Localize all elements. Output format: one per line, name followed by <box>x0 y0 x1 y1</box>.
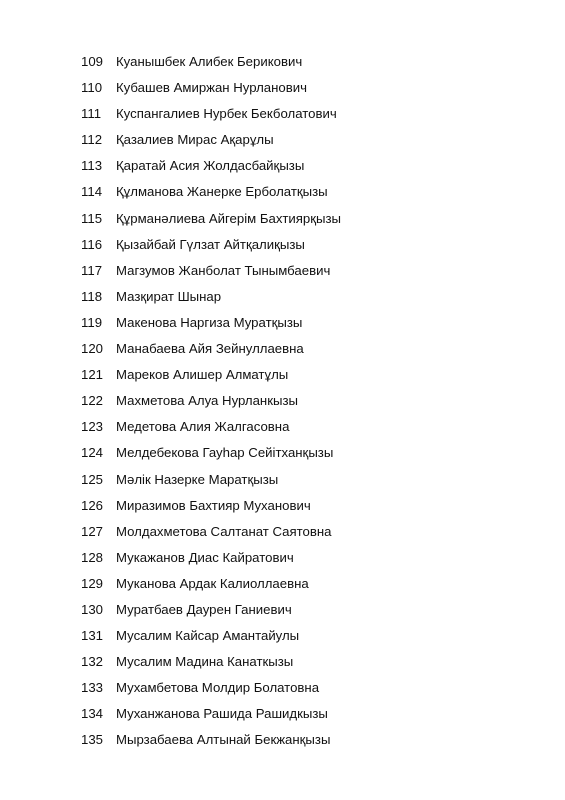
entry-number: 109 <box>81 54 104 69</box>
entry-full-name: Мусалим Кайсар Амантайулы <box>116 628 300 644</box>
list-item <box>0 597 565 623</box>
entry-full-name: Манабаева Айя Зейнуллаевна <box>116 341 304 357</box>
list-item <box>0 493 565 519</box>
list-item <box>0 545 565 571</box>
entry-full-name: Құлманова Жанерке Ерболатқызы <box>116 184 328 200</box>
list-item <box>0 232 565 258</box>
list-item <box>0 623 565 649</box>
list-item <box>0 258 565 284</box>
list-item <box>0 519 565 545</box>
entry-full-name: Муханжанова Рашида Рашидкызы <box>116 706 328 722</box>
entry-number: 114 <box>81 184 103 200</box>
entry-number: 120 <box>81 341 104 357</box>
entry-number: 117 <box>81 262 103 278</box>
entry-number: 116 <box>81 236 103 252</box>
entry-number: 122 <box>81 393 104 409</box>
entry-full-name: Медетова Алия Жалгасовна <box>116 419 290 435</box>
list-item <box>0 179 565 205</box>
entry-number: 110 <box>81 80 103 96</box>
entry-number: 125 <box>81 471 104 487</box>
entry-full-name: Мусалим Мадина Канаткызы <box>116 654 294 670</box>
entry-full-name: Магзумов Жанболат Тынымбаевич <box>116 262 331 278</box>
list-item <box>0 49 565 75</box>
entry-full-name: Құрманәлиева Айгерім Бахтиярқызы <box>116 210 341 226</box>
entry-full-name: Мухамбетова Молдир Болатовна <box>116 680 320 696</box>
entry-full-name: Мелдебекова Гауһар Сейітханқызы <box>116 445 334 461</box>
list-item <box>0 75 565 101</box>
entry-number: 135 <box>81 732 104 748</box>
entry-full-name: Мазқират Шынар <box>116 288 222 304</box>
entry-full-name: Макенова Наргиза Муратқызы <box>116 314 303 330</box>
entry-full-name: Махметова Алуа Нурланкызы <box>116 393 298 409</box>
list-item <box>0 153 565 179</box>
entry-full-name: Мырзабаева Алтынай Бекжанқызы <box>116 732 331 748</box>
entry-number: 131 <box>81 628 104 644</box>
list-item <box>0 571 565 597</box>
entry-number: 112 <box>81 132 103 148</box>
entry-number: 123 <box>81 419 104 435</box>
entry-number: 124 <box>81 445 104 461</box>
entry-number: 126 <box>81 497 104 513</box>
entry-full-name: Молдахметова Салтанат Саятовна <box>116 523 332 539</box>
list-item <box>0 362 565 388</box>
list-item <box>0 310 565 336</box>
entry-full-name: Мареков Алишер Алматұлы <box>116 367 289 383</box>
list-item <box>0 649 565 675</box>
entry-number: 129 <box>81 575 104 591</box>
entry-full-name: Мәлік Назерке Маратқызы <box>116 471 279 487</box>
list-item <box>0 440 565 466</box>
entry-full-name: Муратбаев Даурен Ганиевич <box>116 601 292 617</box>
entry-full-name: Куспангалиев Нурбек Бекболатович <box>116 106 337 122</box>
list-item <box>0 127 565 153</box>
entry-full-name: Қызайбай Гүлзат Айтқалиқызы <box>116 236 305 252</box>
entry-full-name: Қаратай Асия Жолдасбайқызы <box>116 158 305 174</box>
list-item <box>0 675 565 701</box>
entry-full-name: Миразимов Бахтияр Муханович <box>116 497 311 513</box>
entry-number: 115 <box>81 210 103 226</box>
list-item <box>0 414 565 440</box>
list-item <box>0 101 565 127</box>
entry-full-name: Кубашев Амиржан Нурланович <box>116 80 307 96</box>
entry-number: 111 <box>81 106 102 122</box>
entry-full-name: Муканова Ардак Калиоллаевна <box>116 575 309 591</box>
entry-full-name: Куанышбек Алибек Берикович <box>116 54 303 69</box>
list-item <box>0 467 565 493</box>
list-item <box>0 701 565 727</box>
entry-full-name: Мукажанов Диас Кайратович <box>116 549 294 565</box>
list-item <box>0 388 565 414</box>
entry-number: 121 <box>81 367 104 383</box>
entry-number: 134 <box>81 706 104 722</box>
entry-number: 133 <box>81 680 104 696</box>
list-item <box>0 727 565 753</box>
entry-number: 118 <box>81 288 103 304</box>
list-item <box>0 284 565 310</box>
name-list <box>0 49 565 754</box>
entry-number: 132 <box>81 654 104 670</box>
entry-number: 128 <box>81 549 104 565</box>
entry-number: 113 <box>81 158 103 174</box>
list-item <box>0 336 565 362</box>
entry-number: 127 <box>81 523 104 539</box>
entry-number: 119 <box>81 314 103 330</box>
entry-full-name: Қазалиев Мирас Ақарұлы <box>116 132 274 148</box>
entry-number: 130 <box>81 601 104 617</box>
list-item <box>0 206 565 232</box>
